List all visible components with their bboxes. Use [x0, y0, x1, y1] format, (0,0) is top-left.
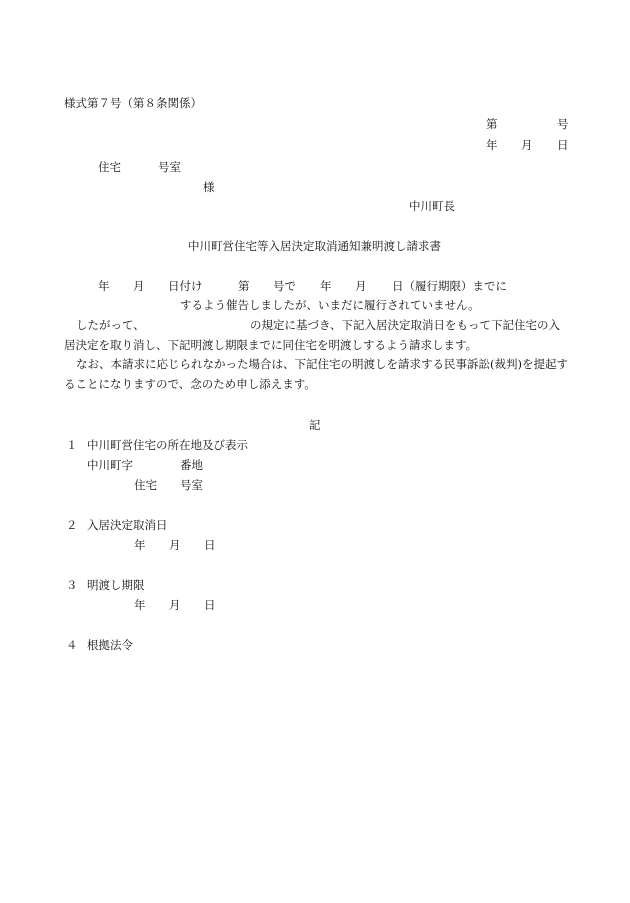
addressee-honorific: 様 — [203, 180, 215, 194]
item1-banchi: 番地 — [180, 458, 203, 472]
addressee-room: 号室 — [158, 160, 181, 174]
sender: 中川町長 — [409, 199, 455, 213]
item2-month: 月 — [169, 538, 181, 552]
p2-line1-a: したがって、 — [76, 318, 145, 332]
p1-line2: するよう催告しましたが、いまだに履行されていません。 — [180, 298, 480, 312]
item3-label: 明渡し期限 — [87, 578, 145, 592]
item3-day: 日 — [204, 598, 216, 612]
p1-deadline-month: 月 — [355, 279, 367, 293]
item1-residence: 住宅 — [134, 478, 157, 492]
item4-label: 根拠法令 — [87, 638, 133, 652]
p1-deadline-day: 日（履行期限）までに — [392, 279, 507, 293]
ki-heading: 記 — [309, 418, 321, 432]
p1-no-suffix: 号で — [273, 279, 296, 293]
doc-date-month: 月 — [521, 138, 533, 152]
addressee-residence: 住宅 — [98, 160, 121, 174]
p2-line2: 居決定を取り消し、下記明渡し期限までに同住宅を明渡しするよう請求します。 — [64, 338, 478, 352]
document-title: 中川町営住宅等入居決定取消通知兼明渡し請求書 — [188, 239, 441, 253]
item1-address: 中川町字 — [87, 458, 133, 472]
item1-room: 号室 — [180, 478, 203, 492]
form-number: 様式第７号（第８条関係） — [64, 96, 202, 110]
doc-date-year: 年 — [486, 138, 498, 152]
item2-number: ２ — [66, 518, 78, 532]
item2-day: 日 — [204, 538, 216, 552]
doc-date-day: 日 — [557, 138, 569, 152]
item3-month: 月 — [169, 598, 181, 612]
item3-number: ３ — [66, 578, 78, 592]
p1-month: 月 — [133, 279, 145, 293]
p3-line2: ることになりますので、念のため申し添えます。 — [64, 377, 316, 391]
p1-no-prefix: 第 — [238, 279, 250, 293]
item1-number: １ — [66, 438, 78, 452]
p3-line1: なお、本請求に応じられなかった場合は、下記住宅の明渡しを請求する民事訴訟(裁判)を提起す — [76, 357, 568, 371]
p1-day: 日付け — [168, 279, 203, 293]
p2-line1-b: の規定に基づき、下記入居決定取消日をもって下記住宅の入 — [250, 318, 561, 332]
item3-year: 年 — [134, 598, 146, 612]
item1-label: 中川町営住宅の所在地及び表示 — [87, 438, 248, 452]
doc-number-prefix: 第 — [486, 117, 498, 131]
p1-deadline-year: 年 — [320, 279, 332, 293]
p1-year: 年 — [98, 279, 110, 293]
item4-number: ４ — [66, 638, 78, 652]
doc-number-suffix: 号 — [557, 117, 569, 131]
item2-label: 入居決定取消日 — [87, 518, 168, 532]
item2-year: 年 — [134, 538, 146, 552]
